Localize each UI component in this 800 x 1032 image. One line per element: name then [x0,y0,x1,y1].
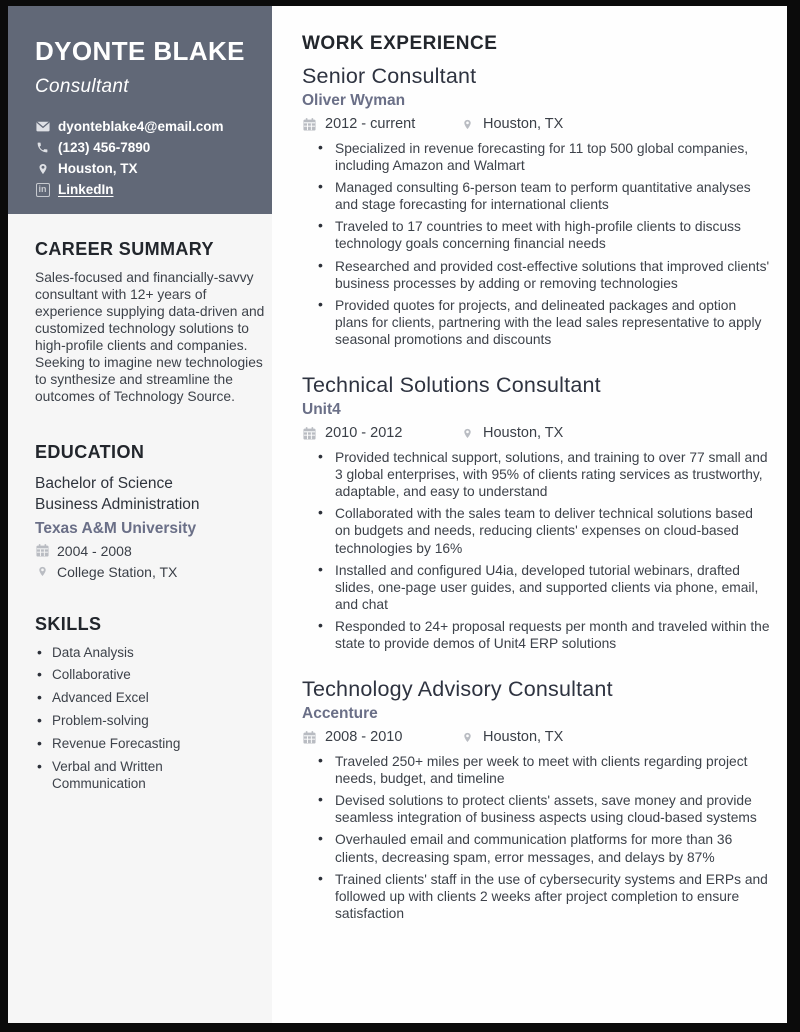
skill-item: • Revenue Forecasting [35,736,260,753]
job-location-group [460,116,563,132]
contact-location [35,161,258,176]
job-entry [302,64,770,348]
job-dates-group [302,425,460,441]
job-dates: 2008 - 2010 [325,729,403,746]
person-name: DYONTE BLAKE [35,36,245,66]
career-summary-section [8,239,272,406]
job-bullet: • Installed and configured U4ia, developed tutorial webinars, drafted slides, one-page user guides, and supported clients via phone, email, and chat [302,562,770,613]
work-experience-section [272,6,787,1023]
job-entry [302,373,770,652]
calendar-icon [302,731,317,744]
job-dates-group [302,116,460,132]
job-title: Technical Solutions Consultant [302,373,601,398]
skill-item: • Data Analysis [35,645,260,662]
location-icon [35,162,50,176]
contact-phone [35,140,258,155]
location-pin-icon [460,731,475,744]
job-bullet: • Traveled 250+ miles per week to meet with clients regarding project needs, budget, and timeline [302,753,770,787]
skills-section [8,614,272,793]
career-summary-text: Sales-focused and financially-savvy consultant with 12+ years of experience supplying data-driven and customized technology solutions to high-profile clients and companies. Seeking to imagine new technologies to synthesize and streamline the outcomes of Technology Source. [35,270,265,404]
calendar-icon [302,427,317,440]
person-role: Consultant [35,76,129,97]
job-bullet: • Managed consulting 6-person team to perform quantitative analyses and stage forecasting for international clients [302,179,770,213]
contact-linkedin [35,182,258,197]
job-bullet-list [302,449,770,652]
phone-icon [35,141,50,154]
skills-heading: SKILLS [35,613,102,634]
education-location-row [35,564,264,580]
job-bullet-list [302,140,770,348]
calendar-icon [302,118,317,131]
location-pin-icon [460,427,475,440]
education-major: Business Administration [35,496,200,514]
skill-item: • Collaborative [35,667,260,684]
job-location-group [460,729,563,745]
linkedin-icon: in [35,183,50,197]
job-dates: 2012 - current [325,116,416,132]
job-bullet: • Trained clients' staff in the use of cybersecurity systems and ERPs and followed up with clients 2 weeks after project completion to ensure satisfaction [302,871,770,922]
job-dates: 2010 - 2012 [325,425,403,442]
job-location-group [460,425,563,441]
skill-item: • Advanced Excel [35,690,260,707]
job-meta-row [302,425,770,441]
job-meta-row [302,116,770,132]
location-pin-icon [460,118,475,131]
contact-list [35,119,258,197]
job-bullet: • Provided quotes for projects, and delineated packages and option plans for clients, partnering with the lead sales representative to apply seasonal promotions and discounts [302,297,770,348]
calendar-icon [35,544,50,557]
contact-location-text: Houston, TX [58,161,138,176]
job-bullet: • Researched and provided cost-effective solutions that improved clients' business processes by adding or removing technologies [302,258,770,292]
job-bullet-list [302,753,770,922]
education-dates: 2004 - 2008 [57,542,132,559]
career-summary-heading: CAREER SUMMARY [35,239,214,259]
sidebar [8,6,272,1023]
education-degree: Bachelor of Science [35,474,173,492]
job-title: Technology Advisory Consultant [302,677,613,702]
education-location: College Station, TX [57,563,178,580]
education-school: Texas A&M University [35,519,197,537]
skills-list [35,645,264,793]
identity-header [8,6,272,214]
job-bullet: • Responded to 24+ proposal requests per month and traveled within the state to provide demos of Unit4 ERP solutions [302,618,770,652]
job-bullet: • Collaborated with the sales team to deliver technical solutions based on budgets and needs, reducing clients' expenses on cloud-based technologies by 16% [302,505,770,556]
job-dates-group [302,729,460,745]
job-entry [302,677,770,922]
job-location: Houston, TX [483,116,564,132]
contact-email [35,119,258,134]
job-location: Houston, TX [483,729,564,746]
work-experience-heading: WORK EXPERIENCE [302,33,498,54]
contact-email-text: dyonteblake4@email.com [58,119,224,134]
job-company: Unit4 [302,401,341,419]
education-section [8,442,272,580]
location-pin-icon [35,565,50,578]
skill-item: • Problem-solving [35,713,260,730]
job-bullet: • Provided technical support, solutions, and training to over 77 small and 3 global enterprises, with 95% of clients rating services as trustworthy, adaptable, and easy to understand [302,449,770,500]
education-dates-row [35,543,264,559]
email-icon [35,121,50,132]
job-bullet: • Traveled to 17 countries to meet with high-profile clients to discuss technology goals concerning financial needs [302,218,770,252]
job-meta-row [302,729,770,745]
job-company: Accenture [302,705,378,723]
linkedin-link[interactable]: LinkedIn [58,182,114,197]
job-bullet: • Specialized in revenue forecasting for 11 top 500 global companies, including Amazon and Walmart [302,140,770,174]
skill-item: • Verbal and Written Communication [35,759,260,793]
contact-phone-text: (123) 456-7890 [58,140,151,155]
job-company: Oliver Wyman [302,92,406,109]
job-bullet: • Overhauled email and communication platforms for more than 36 clients, decreasing spam, error messages, and delays by 87% [302,831,770,865]
education-heading: EDUCATION [35,441,145,462]
job-title: Senior Consultant [302,64,477,88]
job-bullet: • Devised solutions to protect clients' assets, save money and provide seamless integration of business aspects using cloud-based systems [302,792,770,826]
job-location: Houston, TX [483,425,564,442]
